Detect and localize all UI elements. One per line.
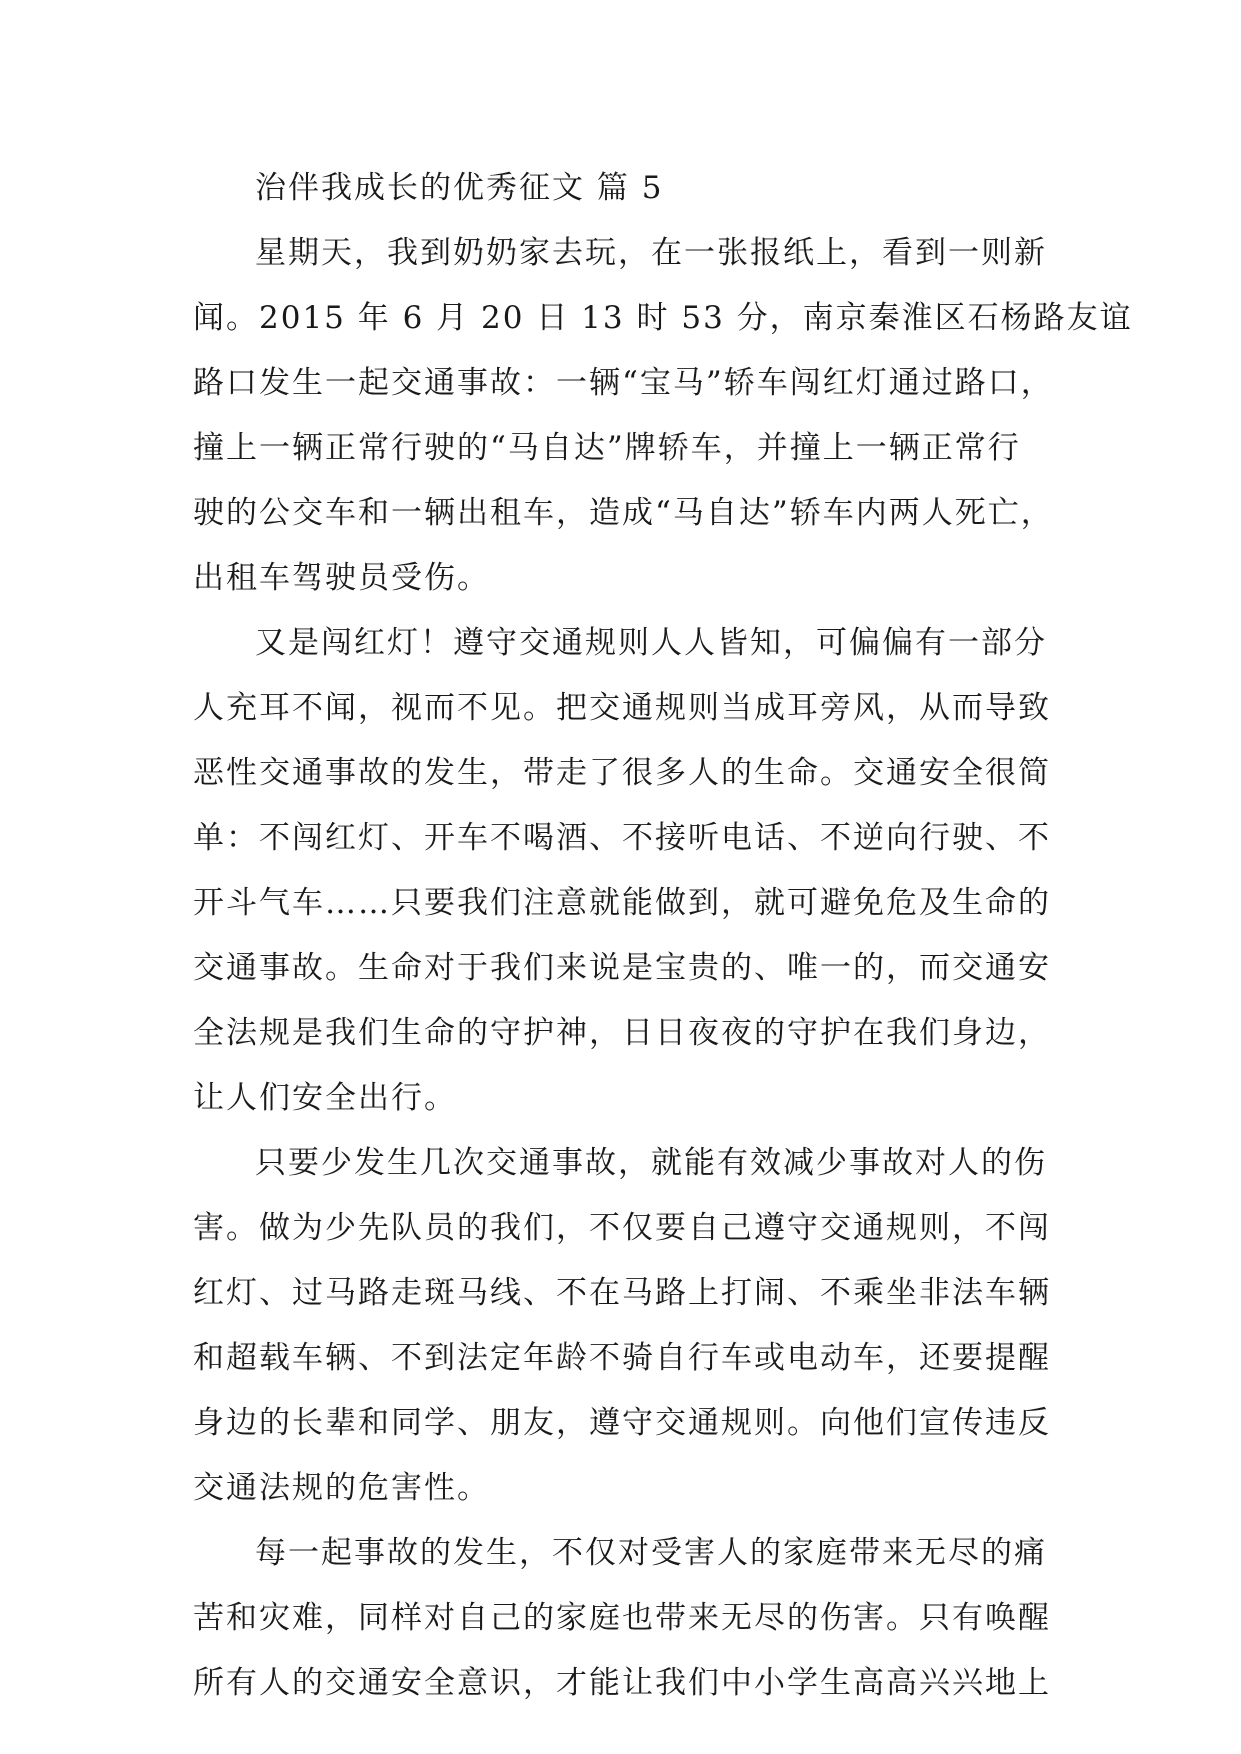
paragraph-line: 苦和灾难，同样对自己的家庭也带来无尽的伤害。只有唤醒 — [193, 1600, 1051, 1636]
paragraph-line: 出租车驾驶员受伤。 — [193, 560, 490, 596]
paragraph-line: 星期天，我到奶奶家去玩，在一张报纸上，看到一则新 — [255, 235, 1047, 271]
paragraph-line: 又是闯红灯！遵守交通规则人人皆知，可偏偏有一部分 — [255, 625, 1047, 661]
paragraph-line: 交通事故。生命对于我们来说是宝贵的、唯一的，而交通安 — [193, 950, 1051, 986]
document-body — [193, 156, 1133, 1716]
paragraph-line: 和超载车辆、不到法定年龄不骑自行车或电动车，还要提醒 — [193, 1340, 1051, 1376]
paragraph-line: 闻。2015 年 6 月 20 日 13 时 53 分，南京秦淮区石杨路友谊 — [193, 300, 1133, 336]
paragraph-line: 害。做为少先队员的我们，不仅要自己遵守交通规则，不闯 — [193, 1210, 1051, 1246]
paragraph-line: 单：不闯红灯、开车不喝酒、不接听电话、不逆向行驶、不 — [193, 820, 1051, 856]
paragraph-1 — [193, 221, 1133, 611]
paragraph-line: 恶性交通事故的发生，带走了很多人的生命。交通安全很简 — [193, 755, 1051, 791]
paragraph-line: 全法规是我们生命的守护神，日日夜夜的守护在我们身边， — [193, 1015, 1051, 1051]
paragraph-line: 驶的公交车和一辆出租车，造成“马自达”轿车内两人死亡， — [193, 495, 1054, 531]
paragraph-line: 交通法规的危害性。 — [193, 1470, 490, 1506]
paragraph-2 — [193, 611, 1063, 1131]
paragraph-line: 人充耳不闻，视而不见。把交通规则当成耳旁风，从而导致 — [193, 690, 1051, 726]
paragraph-line: 所有人的交通安全意识，才能让我们中小学生高高兴兴地上 — [193, 1665, 1051, 1701]
document-title: 治伴我成长的优秀征文 篇 5 — [255, 170, 664, 206]
paragraph-line: 让人们安全出行。 — [193, 1080, 457, 1116]
paragraph-line: 撞上一辆正常行驶的“马自达”牌轿车，并撞上一辆正常行 — [193, 430, 1021, 466]
paragraph-line: 路口发生一起交通事故：一辆“宝马”轿车闯红灯通过路口， — [193, 365, 1054, 401]
paragraph-line: 红灯、过马路走斑马线、不在马路上打闹、不乘坐非法车辆 — [193, 1275, 1051, 1311]
paragraph-3 — [193, 1131, 1063, 1521]
paragraph-line: 只要少发生几次交通事故，就能有效减少事故对人的伤 — [255, 1145, 1047, 1181]
paragraph-line: 身边的长辈和同学、朋友，遵守交通规则。向他们宣传违反 — [193, 1405, 1051, 1441]
paragraph-line: 开斗气车……只要我们注意就能做到，就可避免危及生命的 — [193, 885, 1051, 921]
paragraph-line: 每一起事故的发生，不仅对受害人的家庭带来无尽的痛 — [255, 1535, 1047, 1571]
paragraph-4 — [193, 1521, 1063, 1716]
